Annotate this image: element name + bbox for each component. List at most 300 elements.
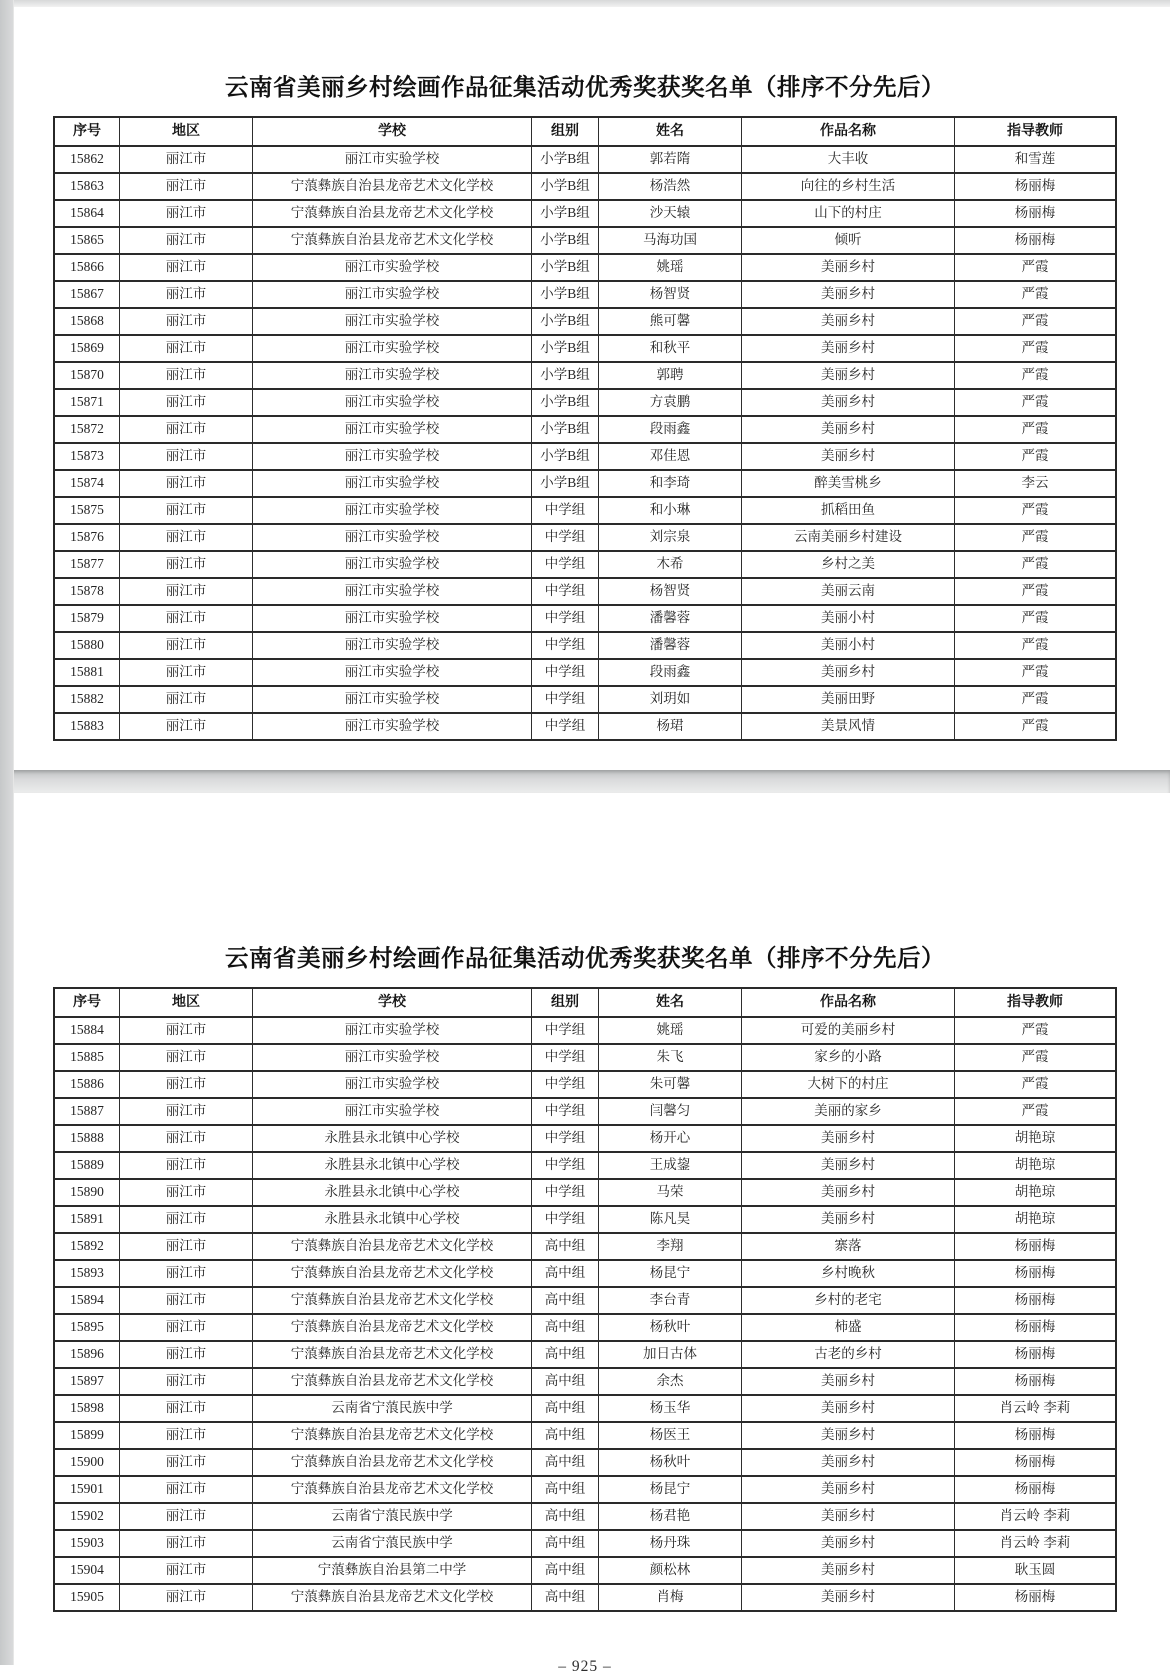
table-cell: 丽江市实验学校 (253, 632, 532, 659)
table-cell: 杨医王 (599, 1422, 742, 1449)
table-cell: 15899 (54, 1422, 120, 1449)
table-row (54, 335, 1116, 362)
table-cell: 宁蒗彝族自治县龙帝艺术文化学校 (253, 1476, 532, 1503)
table-cell: 15871 (54, 389, 120, 416)
table-cell: 杨玉华 (599, 1395, 742, 1422)
table-row (54, 659, 1116, 686)
table-cell: 15883 (54, 713, 120, 740)
table-cell: 小学B组 (532, 308, 599, 335)
table-cell: 朱可馨 (599, 1071, 742, 1098)
table-cell: 丽江市 (120, 1530, 253, 1557)
table-cell: 15880 (54, 632, 120, 659)
table-cell: 丽江市实验学校 (253, 443, 532, 470)
table-cell: 杨丽梅 (955, 1368, 1117, 1395)
table-row (54, 1584, 1116, 1611)
table-cell: 严霞 (955, 713, 1117, 740)
table-cell: 宁蒗彝族自治县龙帝艺术文化学校 (253, 1260, 532, 1287)
column-header: 指导教师 (955, 988, 1117, 1017)
table-row (54, 146, 1116, 173)
table-cell: 马荣 (599, 1179, 742, 1206)
table-row (54, 1341, 1116, 1368)
table-cell: 小学B组 (532, 200, 599, 227)
table-cell: 云南省宁蒗民族中学 (253, 1395, 532, 1422)
table-cell: 姚瑶 (599, 1017, 742, 1044)
table-row (54, 200, 1116, 227)
table-cell: 丽江市实验学校 (253, 389, 532, 416)
table-cell: 小学B组 (532, 227, 599, 254)
page-title: 云南省美丽乡村绘画作品征集活动优秀奖获奖名单（排序不分先后） (225, 946, 945, 972)
table-cell: 永胜县永北镇中心学校 (253, 1206, 532, 1233)
table-cell: 美丽乡村 (742, 443, 955, 470)
table-cell: 15894 (54, 1287, 120, 1314)
table-cell: 15900 (54, 1449, 120, 1476)
table-cell: 美丽乡村 (742, 1152, 955, 1179)
table-cell: 丽江市 (120, 1017, 253, 1044)
table-cell: 大丰收 (742, 146, 955, 173)
table-cell: 严霞 (955, 578, 1117, 605)
table-cell: 和秋平 (599, 335, 742, 362)
table-cell: 大树下的村庄 (742, 1071, 955, 1098)
table-cell: 杨丽梅 (955, 1341, 1117, 1368)
table-row (54, 362, 1116, 389)
table-cell: 杨秋叶 (599, 1449, 742, 1476)
table-cell: 丽江市实验学校 (253, 281, 532, 308)
table-cell: 15901 (54, 1476, 120, 1503)
table-cell: 丽江市实验学校 (253, 659, 532, 686)
table-cell: 美丽乡村 (742, 1584, 955, 1611)
table-cell: 宁蒗彝族自治县龙帝艺术文化学校 (253, 1584, 532, 1611)
table-cell: 严霞 (955, 659, 1117, 686)
table-cell: 美丽乡村 (742, 308, 955, 335)
table-cell: 丽江市实验学校 (253, 1071, 532, 1098)
table-row (54, 686, 1116, 713)
table-cell: 杨智贤 (599, 578, 742, 605)
table-row (54, 1422, 1116, 1449)
column-header: 学校 (253, 988, 532, 1017)
table-cell: 高中组 (532, 1260, 599, 1287)
table-cell: 中学组 (532, 1125, 599, 1152)
table-cell: 丽江市 (120, 632, 253, 659)
table-cell: 丽江市 (120, 416, 253, 443)
table-cell: 15876 (54, 524, 120, 551)
table-row (54, 173, 1116, 200)
table-cell: 15864 (54, 200, 120, 227)
table-cell: 丽江市实验学校 (253, 524, 532, 551)
table-cell: 丽江市 (120, 713, 253, 740)
table-cell: 李翔 (599, 1233, 742, 1260)
table-cell: 15902 (54, 1503, 120, 1530)
table-row (54, 1287, 1116, 1314)
table-cell: 15895 (54, 1314, 120, 1341)
table-cell: 严霞 (955, 1098, 1117, 1125)
table-cell: 高中组 (532, 1476, 599, 1503)
table-cell: 姚瑶 (599, 254, 742, 281)
table-cell: 15897 (54, 1368, 120, 1395)
table-cell: 丽江市实验学校 (253, 146, 532, 173)
table-cell: 丽江市实验学校 (253, 308, 532, 335)
table-cell: 15887 (54, 1098, 120, 1125)
table-cell: 丽江市 (120, 686, 253, 713)
table-row (54, 1476, 1116, 1503)
table-cell: 丽江市 (120, 1476, 253, 1503)
table-cell: 丽江市 (120, 1449, 253, 1476)
table-cell: 肖云岭 李莉 (955, 1395, 1117, 1422)
table-cell: 王成鋆 (599, 1152, 742, 1179)
table-cell: 严霞 (955, 335, 1117, 362)
table-cell: 耿玉圆 (955, 1557, 1117, 1584)
table-row (54, 497, 1116, 524)
table-cell: 乡村晚秋 (742, 1260, 955, 1287)
scan-edge-top (0, 0, 1170, 7)
table-cell: 宁蒗彝族自治县龙帝艺术文化学校 (253, 200, 532, 227)
table-cell: 丽江市实验学校 (253, 335, 532, 362)
table-cell: 丽江市 (120, 1341, 253, 1368)
table-cell: 严霞 (955, 362, 1117, 389)
table-cell: 中学组 (532, 1152, 599, 1179)
table-row (54, 1017, 1116, 1044)
table-cell: 丽江市 (120, 335, 253, 362)
table-cell: 15878 (54, 578, 120, 605)
table-cell: 15881 (54, 659, 120, 686)
table-cell: 杨昆宁 (599, 1476, 742, 1503)
table-cell: 美丽的家乡 (742, 1098, 955, 1125)
table-cell: 郭若隋 (599, 146, 742, 173)
table-cell: 严霞 (955, 308, 1117, 335)
table-cell: 丽江市实验学校 (253, 416, 532, 443)
table-row (54, 551, 1116, 578)
table-cell: 严霞 (955, 389, 1117, 416)
table-cell: 美丽乡村 (742, 389, 955, 416)
table-cell: 美丽乡村 (742, 659, 955, 686)
table-cell: 小学B组 (532, 173, 599, 200)
column-header: 地区 (120, 988, 253, 1017)
table-cell: 丽江市 (120, 497, 253, 524)
table-cell: 云南省宁蒗民族中学 (253, 1530, 532, 1557)
table-cell: 丽江市 (120, 1233, 253, 1260)
table-cell: 15863 (54, 173, 120, 200)
table-cell: 杨丽梅 (955, 1584, 1117, 1611)
table-cell: 郭聘 (599, 362, 742, 389)
table-cell: 丽江市 (120, 200, 253, 227)
table-cell: 丽江市 (120, 146, 253, 173)
table-cell: 严霞 (955, 686, 1117, 713)
table-cell: 严霞 (955, 254, 1117, 281)
table-cell: 丽江市 (120, 362, 253, 389)
table-row (54, 1530, 1116, 1557)
table-row (54, 1206, 1116, 1233)
table-row (54, 1557, 1116, 1584)
table-cell: 杨开心 (599, 1125, 742, 1152)
table-cell: 丽江市 (120, 578, 253, 605)
table-cell: 丽江市实验学校 (253, 1017, 532, 1044)
table-cell: 丽江市实验学校 (253, 1098, 532, 1125)
table-cell: 15885 (54, 1044, 120, 1071)
table-cell: 中学组 (532, 1098, 599, 1125)
table-cell: 15893 (54, 1260, 120, 1287)
table-cell: 小学B组 (532, 389, 599, 416)
table-cell: 小学B组 (532, 254, 599, 281)
table-cell: 丽江市 (120, 389, 253, 416)
table-cell: 15892 (54, 1233, 120, 1260)
table-cell: 美丽乡村 (742, 254, 955, 281)
table-row (54, 1503, 1116, 1530)
table-cell: 杨昆宁 (599, 1260, 742, 1287)
table-cell: 15891 (54, 1206, 120, 1233)
table-cell: 柿盛 (742, 1314, 955, 1341)
table-cell: 高中组 (532, 1368, 599, 1395)
table-cell: 高中组 (532, 1503, 599, 1530)
column-header: 学校 (253, 117, 532, 146)
table-cell: 严霞 (955, 1044, 1117, 1071)
table-cell: 永胜县永北镇中心学校 (253, 1179, 532, 1206)
table-cell: 杨丽梅 (955, 1422, 1117, 1449)
table-cell: 丽江市 (120, 1044, 253, 1071)
table-cell: 15879 (54, 605, 120, 632)
table-cell: 中学组 (532, 605, 599, 632)
table-cell: 严霞 (955, 443, 1117, 470)
table-cell: 中学组 (532, 686, 599, 713)
table-row (54, 1179, 1116, 1206)
table-cell: 严霞 (955, 1071, 1117, 1098)
table-row (54, 470, 1116, 497)
table-row (54, 605, 1116, 632)
table-cell: 美丽乡村 (742, 1422, 955, 1449)
table-cell: 丽江市实验学校 (253, 578, 532, 605)
table-cell: 高中组 (532, 1287, 599, 1314)
table-cell: 李台青 (599, 1287, 742, 1314)
table-cell: 丽江市实验学校 (253, 362, 532, 389)
table-cell: 段雨鑫 (599, 416, 742, 443)
table-cell: 肖云岭 李莉 (955, 1530, 1117, 1557)
table-cell: 潘馨蓉 (599, 632, 742, 659)
table-cell: 15905 (54, 1584, 120, 1611)
table-cell: 马海功国 (599, 227, 742, 254)
table-cell: 丽江市 (120, 1395, 253, 1422)
table-cell: 宁蒗彝族自治县龙帝艺术文化学校 (253, 1449, 532, 1476)
table-cell: 美丽乡村 (742, 1179, 955, 1206)
table-cell: 胡艳琼 (955, 1179, 1117, 1206)
table-cell: 丽江市 (120, 1503, 253, 1530)
table-cell: 宁蒗彝族自治县龙帝艺术文化学校 (253, 1233, 532, 1260)
table-row (54, 1152, 1116, 1179)
table-cell: 宁蒗彝族自治县第二中学 (253, 1557, 532, 1584)
table-cell: 丽江市 (120, 1557, 253, 1584)
table-cell: 15884 (54, 1017, 120, 1044)
table-cell: 高中组 (532, 1530, 599, 1557)
table-cell: 丽江市 (120, 227, 253, 254)
table-cell: 丽江市 (120, 1314, 253, 1341)
table-cell: 丽江市 (120, 605, 253, 632)
table-cell: 美丽乡村 (742, 362, 955, 389)
table-cell: 丽江市 (120, 1179, 253, 1206)
header-row (54, 117, 1116, 146)
table-cell: 肖梅 (599, 1584, 742, 1611)
table-cell: 和雪莲 (955, 146, 1117, 173)
table-row (54, 1314, 1116, 1341)
table-cell: 严霞 (955, 524, 1117, 551)
table-cell: 美丽小村 (742, 632, 955, 659)
table-cell: 朱飞 (599, 1044, 742, 1071)
table-cell: 美丽田野 (742, 686, 955, 713)
table-cell: 中学组 (532, 713, 599, 740)
table-cell: 中学组 (532, 497, 599, 524)
table-cell: 杨丽梅 (955, 1314, 1117, 1341)
page-number: – 925 – (558, 1658, 612, 1675)
table-cell: 高中组 (532, 1395, 599, 1422)
table-cell: 宁蒗彝族自治县龙帝艺术文化学校 (253, 173, 532, 200)
page-title: 云南省美丽乡村绘画作品征集活动优秀奖获奖名单（排序不分先后） (225, 75, 945, 101)
table-row (54, 308, 1116, 335)
table-cell: 杨丽梅 (955, 1233, 1117, 1260)
table-cell: 丽江市 (120, 1422, 253, 1449)
table-cell: 15868 (54, 308, 120, 335)
table-cell: 乡村的老宅 (742, 1287, 955, 1314)
table-cell: 丽江市 (120, 308, 253, 335)
table-cell: 丽江市 (120, 173, 253, 200)
table-cell: 中学组 (532, 632, 599, 659)
table-cell: 余杰 (599, 1368, 742, 1395)
column-header: 组别 (532, 117, 599, 146)
table-cell: 15862 (54, 146, 120, 173)
table-cell: 邓佳恩 (599, 443, 742, 470)
table-cell: 杨珺 (599, 713, 742, 740)
table-cell: 严霞 (955, 416, 1117, 443)
table-cell: 丽江市 (120, 1071, 253, 1098)
table-cell: 美丽乡村 (742, 1557, 955, 1584)
table-cell: 15886 (54, 1071, 120, 1098)
table-row (54, 713, 1116, 740)
table-cell: 丽江市 (120, 659, 253, 686)
table-cell: 小学B组 (532, 146, 599, 173)
table-cell: 木希 (599, 551, 742, 578)
table-row (54, 1071, 1116, 1098)
table-row (54, 443, 1116, 470)
table-cell: 闫馨匀 (599, 1098, 742, 1125)
table-cell: 丽江市 (120, 470, 253, 497)
table-cell: 丽江市实验学校 (253, 605, 532, 632)
table-cell: 小学B组 (532, 362, 599, 389)
table-cell: 中学组 (532, 551, 599, 578)
table-cell: 云南省宁蒗民族中学 (253, 1503, 532, 1530)
table-cell: 严霞 (955, 551, 1117, 578)
table-cell: 宁蒗彝族自治县龙帝艺术文化学校 (253, 1368, 532, 1395)
table-cell: 可爱的美丽乡村 (742, 1017, 955, 1044)
table-row (54, 254, 1116, 281)
table-cell: 杨丽梅 (955, 1287, 1117, 1314)
table-cell: 15896 (54, 1341, 120, 1368)
page-divider (0, 770, 1170, 793)
table-row (54, 389, 1116, 416)
table-cell: 中学组 (532, 1044, 599, 1071)
table-cell: 美丽乡村 (742, 335, 955, 362)
table-row (54, 578, 1116, 605)
table-cell: 中学组 (532, 659, 599, 686)
table-row (54, 1098, 1116, 1125)
table-cell: 美丽乡村 (742, 1206, 955, 1233)
table-cell: 丽江市实验学校 (253, 497, 532, 524)
column-header: 序号 (54, 117, 120, 146)
table-cell: 美丽乡村 (742, 1125, 955, 1152)
table-cell: 颜松林 (599, 1557, 742, 1584)
table-cell: 严霞 (955, 1017, 1117, 1044)
table-cell: 宁蒗彝族自治县龙帝艺术文化学校 (253, 1422, 532, 1449)
scan-edge-left (0, 0, 14, 1665)
table-cell: 严霞 (955, 281, 1117, 308)
table-cell: 15903 (54, 1530, 120, 1557)
table-cell: 15872 (54, 416, 120, 443)
table-row (54, 1368, 1116, 1395)
table-cell: 15865 (54, 227, 120, 254)
table-cell: 倾听 (742, 227, 955, 254)
table-cell: 中学组 (532, 1179, 599, 1206)
column-header: 组别 (532, 988, 599, 1017)
table-cell: 丽江市 (120, 281, 253, 308)
table-cell: 15874 (54, 470, 120, 497)
table-cell: 杨智贤 (599, 281, 742, 308)
table-cell: 杨丽梅 (955, 1476, 1117, 1503)
table-cell: 严霞 (955, 605, 1117, 632)
table-cell: 高中组 (532, 1233, 599, 1260)
table-cell: 山下的村庄 (742, 200, 955, 227)
table-cell: 胡艳琼 (955, 1152, 1117, 1179)
column-header: 指导教师 (955, 117, 1117, 146)
table-cell: 丽江市 (120, 551, 253, 578)
table-row (54, 1260, 1116, 1287)
table-cell: 丽江市 (120, 1584, 253, 1611)
table-cell: 15873 (54, 443, 120, 470)
table-cell: 胡艳琼 (955, 1125, 1117, 1152)
table-cell: 方袁鹏 (599, 389, 742, 416)
table-row (54, 1233, 1116, 1260)
table-row (54, 1449, 1116, 1476)
table-cell: 中学组 (532, 524, 599, 551)
table-row (54, 1395, 1116, 1422)
table-cell: 15882 (54, 686, 120, 713)
table-cell: 向往的乡村生活 (742, 173, 955, 200)
table-row (54, 524, 1116, 551)
column-header: 序号 (54, 988, 120, 1017)
table-cell: 15890 (54, 1179, 120, 1206)
table-cell: 高中组 (532, 1422, 599, 1449)
table-cell: 丽江市 (120, 1287, 253, 1314)
table-cell: 醉美雪桃乡 (742, 470, 955, 497)
table-cell: 丽江市 (120, 1098, 253, 1125)
table-cell: 美丽云南 (742, 578, 955, 605)
table-cell: 杨秋叶 (599, 1314, 742, 1341)
table-cell: 中学组 (532, 1017, 599, 1044)
table-cell: 高中组 (532, 1449, 599, 1476)
table-cell: 乡村之美 (742, 551, 955, 578)
table-cell: 刘玥如 (599, 686, 742, 713)
table-cell: 15904 (54, 1557, 120, 1584)
table-cell: 和小琳 (599, 497, 742, 524)
table-cell: 15898 (54, 1395, 120, 1422)
table-cell: 丽江市 (120, 443, 253, 470)
table-cell: 小学B组 (532, 335, 599, 362)
table-cell: 15875 (54, 497, 120, 524)
award-table (53, 987, 1117, 1612)
table-cell: 丽江市 (120, 1260, 253, 1287)
column-header: 作品名称 (742, 988, 955, 1017)
table-cell: 宁蒗彝族自治县龙帝艺术文化学校 (253, 227, 532, 254)
table-cell: 宁蒗彝族自治县龙帝艺术文化学校 (253, 1341, 532, 1368)
table-cell: 云南美丽乡村建设 (742, 524, 955, 551)
table-row (54, 416, 1116, 443)
table-cell: 丽江市实验学校 (253, 254, 532, 281)
column-header: 作品名称 (742, 117, 955, 146)
table-cell: 中学组 (532, 578, 599, 605)
table-cell: 和李琦 (599, 470, 742, 497)
